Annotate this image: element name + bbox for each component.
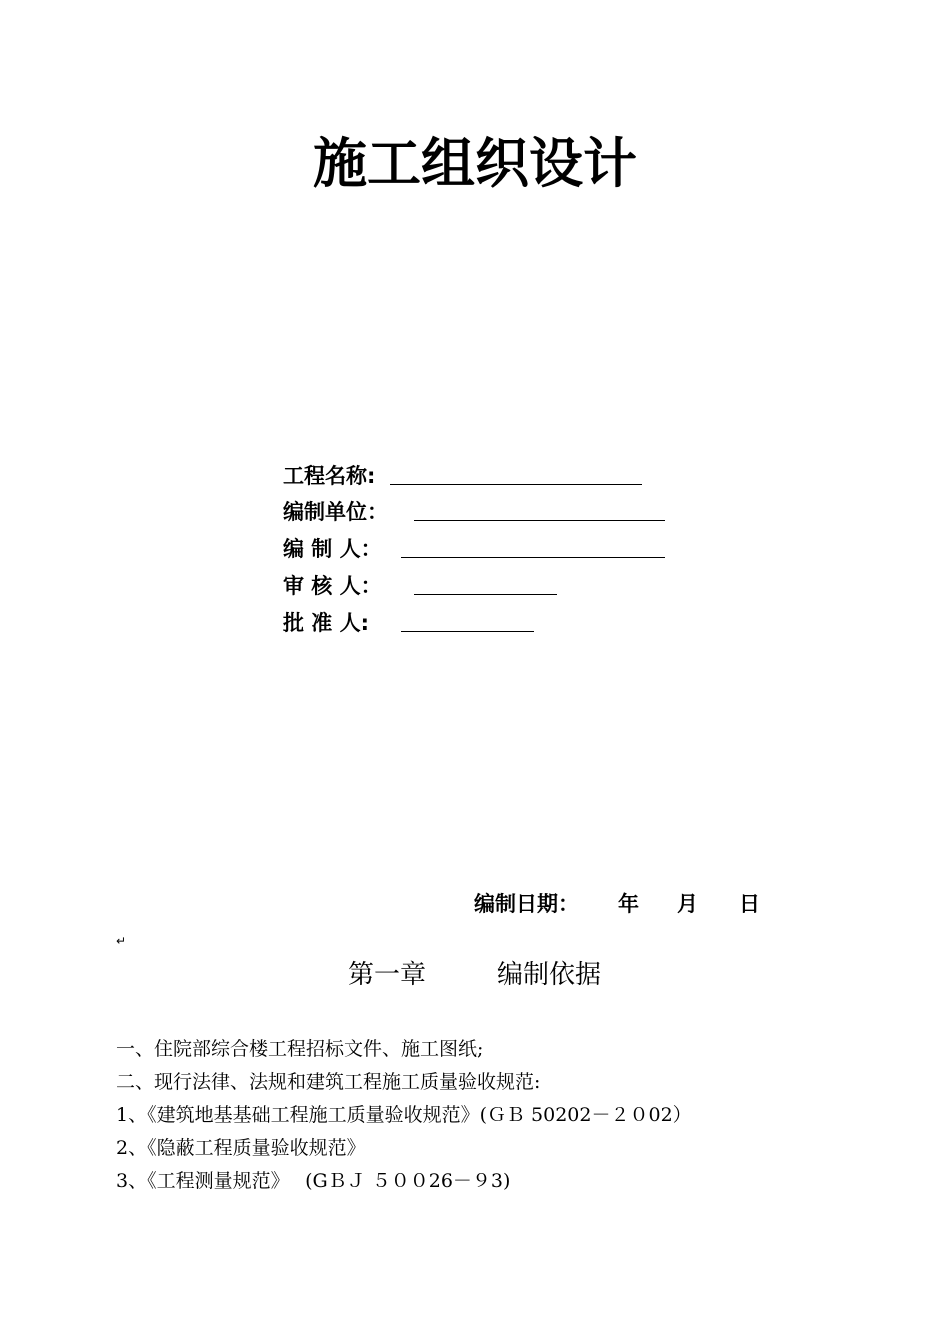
field-reviewer — [283, 568, 382, 604]
field-label: 编制单位： — [283, 500, 388, 524]
body-line: 2、《隐蔽工程质量验收规范》 — [116, 1137, 366, 1159]
document-title: 施工组织设计 — [313, 131, 637, 195]
date-year: 年 — [618, 892, 639, 916]
body-line: 3、《工程测量规范》 (GＢＪ ５００26－９3) — [116, 1170, 511, 1192]
field-label: 工程名称: — [283, 464, 376, 488]
body-line: 一、住院部综合楼工程招标文件、施工图纸; — [116, 1038, 484, 1060]
fill-in-line — [414, 594, 557, 595]
fill-in-line — [401, 631, 534, 632]
body-line: 1、《建筑地基基础工程施工质量验收规范》(ＧＢ 50202－２０02） — [116, 1104, 692, 1126]
fill-in-line — [390, 484, 642, 485]
date-label: 编制日期： — [474, 892, 579, 916]
chapter-number: 第一章 — [348, 960, 427, 990]
paragraph-mark-icon: ↵ — [116, 934, 127, 948]
fill-in-line — [401, 557, 665, 558]
date-month: 月 — [677, 892, 698, 916]
field-approver — [283, 605, 369, 641]
body-line: 二、现行法律、法规和建筑工程施工质量验收规范: — [116, 1071, 541, 1093]
field-compiling-unit — [283, 494, 388, 530]
chapter-name: 编制依据 — [497, 960, 602, 990]
field-label: 审 核 人： — [283, 574, 382, 598]
date-day: 日 — [739, 892, 760, 916]
field-label: 批 准 人: — [283, 611, 370, 635]
field-project-name — [283, 458, 375, 494]
field-compiler — [283, 531, 382, 567]
field-label: 编 制 人： — [283, 537, 382, 561]
fill-in-line — [414, 520, 665, 521]
